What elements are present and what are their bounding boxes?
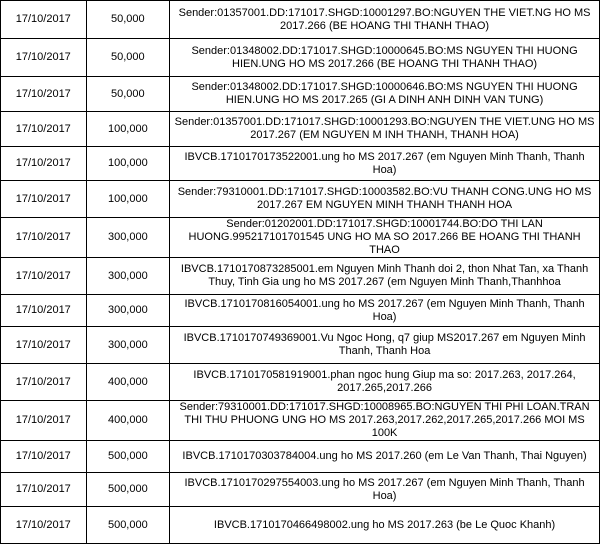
amount-cell: 400,000 bbox=[86, 364, 170, 401]
date-cell: 17/10/2017 bbox=[1, 39, 87, 77]
date-cell: 17/10/2017 bbox=[1, 112, 87, 147]
date-cell: 17/10/2017 bbox=[1, 401, 87, 441]
date-cell: 17/10/2017 bbox=[1, 327, 87, 364]
table-row bbox=[1, 295, 600, 327]
table-row bbox=[1, 181, 600, 218]
table-row bbox=[1, 441, 600, 473]
amount-cell: 300,000 bbox=[86, 327, 170, 364]
description-cell: Sender:01202001.DD:171017.SHGD:10001744.BO:DO THI LAN HUONG.995217101701545 UNG HO MA SO 2017.266 BE HOANG THI THANH THAO bbox=[170, 218, 600, 258]
amount-cell: 300,000 bbox=[86, 218, 170, 258]
date-cell: 17/10/2017 bbox=[1, 218, 87, 258]
description-cell: IBVCB.1710170297554003.ung ho MS 2017.267 (em Nguyen Minh Thanh, Thanh Hoa) bbox=[170, 473, 600, 507]
amount-cell: 500,000 bbox=[86, 507, 170, 544]
description-cell: Sender:01348002.DD:171017.SHGD:10000645.BO:MS NGUYEN THI HUONG HIEN.UNG HO MS 2017.266 (BE HOANG THI THANH THAO) bbox=[170, 39, 600, 77]
date-cell: 17/10/2017 bbox=[1, 441, 87, 473]
amount-cell: 400,000 bbox=[86, 401, 170, 441]
amount-cell: 50,000 bbox=[86, 1, 170, 39]
table-row bbox=[1, 77, 600, 112]
table-row bbox=[1, 364, 600, 401]
date-cell: 17/10/2017 bbox=[1, 181, 87, 218]
date-cell: 17/10/2017 bbox=[1, 364, 87, 401]
date-cell: 17/10/2017 bbox=[1, 1, 87, 39]
amount-cell: 100,000 bbox=[86, 147, 170, 181]
table-row bbox=[1, 507, 600, 544]
date-cell: 17/10/2017 bbox=[1, 77, 87, 112]
description-cell: IBVCB.1710170173522001.ung ho MS 2017.267 (em Nguyen Minh Thanh, Thanh Hoa) bbox=[170, 147, 600, 181]
table-row bbox=[1, 39, 600, 77]
table-row bbox=[1, 327, 600, 364]
description-cell: IBVCB.1710170466498002.ung ho MS 2017.263 (be Le Quoc Khanh) bbox=[170, 507, 600, 544]
description-cell: IBVCB.1710170749369001.Vu Ngoc Hong, q7 giup MS2017.267 em Nguyen Minh Thanh, Thanh Hoa bbox=[170, 327, 600, 364]
description-cell: Sender:79310001.DD:171017.SHGD:10003582.BO:VU THANH CONG.UNG HO MS 2017.267 EM NGUYEN MINH THANH THANH HOA bbox=[170, 181, 600, 218]
date-cell: 17/10/2017 bbox=[1, 295, 87, 327]
amount-cell: 500,000 bbox=[86, 473, 170, 507]
table-row bbox=[1, 401, 600, 441]
amount-cell: 500,000 bbox=[86, 441, 170, 473]
amount-cell: 50,000 bbox=[86, 77, 170, 112]
date-cell: 17/10/2017 bbox=[1, 147, 87, 181]
description-cell: IBVCB.1710170581919001.phan ngoc hung Giup ma so: 2017.263, 2017.264, 2017.265,2017.266 bbox=[170, 364, 600, 401]
date-cell: 17/10/2017 bbox=[1, 473, 87, 507]
date-cell: 17/10/2017 bbox=[1, 507, 87, 544]
amount-cell: 300,000 bbox=[86, 258, 170, 295]
description-cell: Sender:01348002.DD:171017.SHGD:10000646.BO:MS NGUYEN THI HUONG HIEN.UNG HO MS 2017.265 (GI A DINH ANH DINH VAN TUNG) bbox=[170, 77, 600, 112]
date-cell: 17/10/2017 bbox=[1, 258, 87, 295]
amount-cell: 50,000 bbox=[86, 39, 170, 77]
description-cell: IBVCB.1710170816054001.ung ho MS 2017.267 (em Nguyen Minh Thanh, Thanh Hoa) bbox=[170, 295, 600, 327]
table-row bbox=[1, 1, 600, 39]
amount-cell: 100,000 bbox=[86, 112, 170, 147]
table-row bbox=[1, 147, 600, 181]
table-row bbox=[1, 473, 600, 507]
table-row bbox=[1, 218, 600, 258]
description-cell: Sender:79310001.DD:171017.SHGD:10008965.BO:NGUYEN THI PHI LOAN.TRAN THI THU PHUONG UNG HO MS 2017.263,2017.262,2017.265,2017.266 MOI MS 100K bbox=[170, 401, 600, 441]
amount-cell: 300,000 bbox=[86, 295, 170, 327]
description-cell: Sender:01357001.DD:171017.SHGD:10001293.BO:NGUYEN THE VIET.UNG HO MS 2017.267 (EM NGUYEN M INH THANH, THANH HOA) bbox=[170, 112, 600, 147]
description-cell: Sender:01357001.DD:171017.SHGD:10001297.BO:NGUYEN THE VIET.NG HO MS 2017.266 (BE HOANG THI THANH THAO) bbox=[170, 1, 600, 39]
table-row bbox=[1, 258, 600, 295]
description-cell: IBVCB.1710170303784004.ung ho MS 2017.260 (em Le Van Thanh, Thai Nguyen) bbox=[170, 441, 600, 473]
amount-cell: 100,000 bbox=[86, 181, 170, 218]
description-cell: IBVCB.1710170873285001.em Nguyen Minh Thanh doi 2, thon Nhat Tan, xa Thanh Thuy, Tinh Gia ung ho MS 2017.267 (em Nguyen Minh Thanh,Thanhhoa bbox=[170, 258, 600, 295]
table-row bbox=[1, 112, 600, 147]
